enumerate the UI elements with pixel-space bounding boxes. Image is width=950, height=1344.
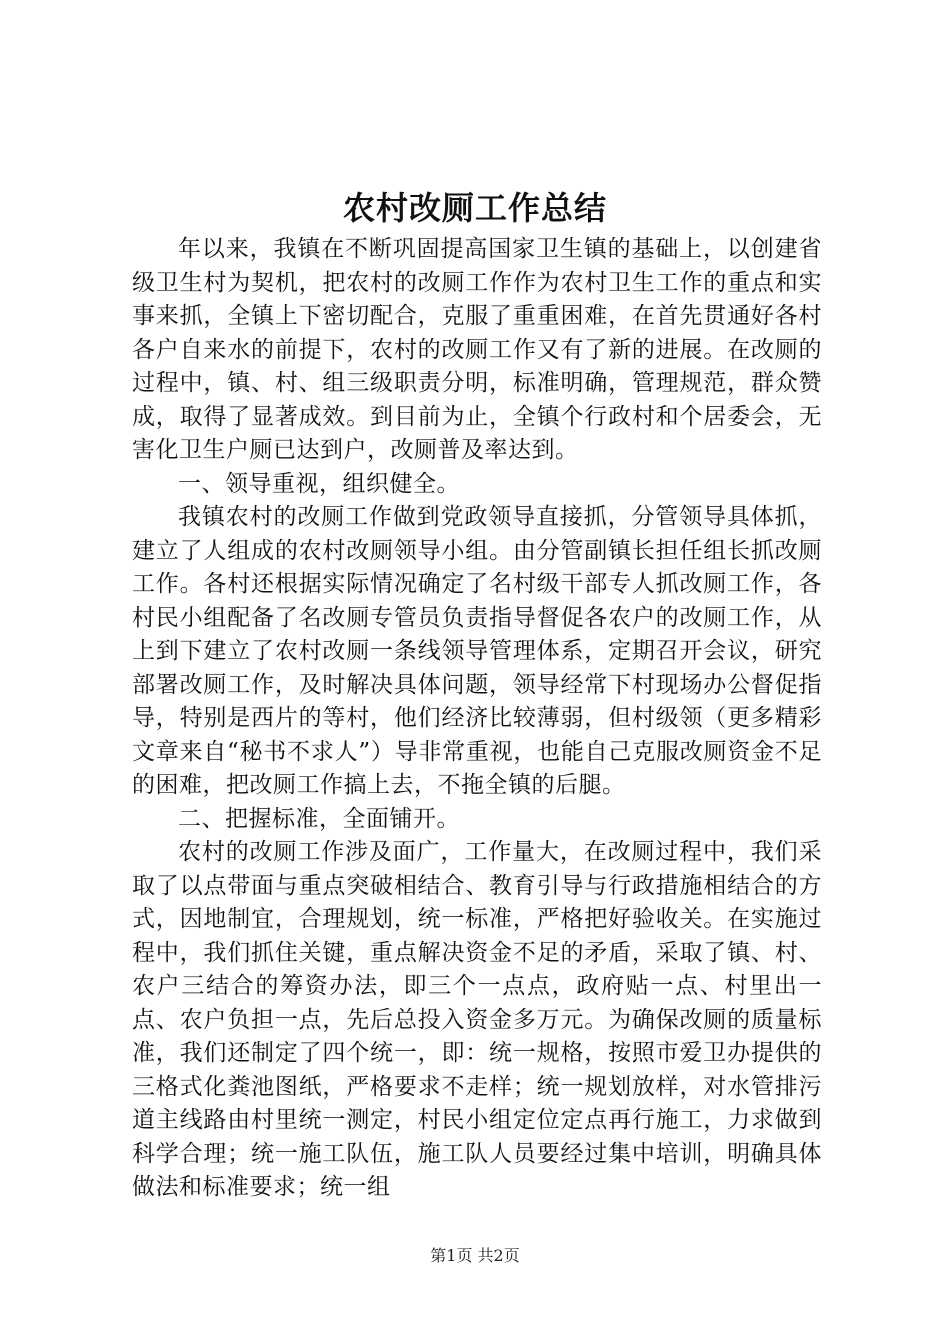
- section-heading-2: 二、把握标准，全面铺开。: [178, 805, 460, 832]
- document-title: 农村改厕工作总结: [342, 189, 607, 227]
- paragraph-section-1: 我镇农村的改厕工作做到党政领导直接抓，分管领导具体抓，建立了人组成的农村改厕领导小组。由分管副镇长担任组长抓改厕工作。各村还根据实际情况确定了名村级干部专人抓改厕工作，各村民小组配备了名改厕专管员负责指导督促各农户的改厕工作，从上到下建立了农村改厕一条线领导管理体系，定期召开会议，研究部署改厕工作，及时解决具体问题，领导经常下村现场办公督促指导，特别是西片的等村，他们经济比较薄弱，但村级领（更多精彩文章来自“秘书不求人”）导非常重视，也能自己克服改厕资金不足的困难，把改厕工作搞上去，不拖全镇的后腿。: [132, 504, 822, 798]
- paragraph-section-2: 农村的改厕工作涉及面广，工作量大，在改厕过程中，我们采取了以点带面与重点突破相结合、教育引导与行政措施相结合的方式，因地制宜，合理规划，统一标准，严格把好验收关。在实施过程中，我们抓住关键，重点解决资金不足的矛盾，采取了镇、村、农户三结合的筹资办法，即三个一点点，政府贴一点、村里出一点、农户负担一点，先后总投入资金多万元。为确保改厕的质量标准，我们还制定了四个统一，即：统一规格，按照市爱卫办提供的三格式化粪池图纸，严格要求不走样；统一规划放样，对水管排污道主线路由村里统一测定，村民小组定位定点再行施工，力求做到科学合理；统一施工队伍，施工队人员要经过集中培训，明确具体做法和标准要求；统一组: [132, 839, 822, 1200]
- section-heading-1: 一、领导重视，组织健全。: [178, 470, 460, 497]
- document-body: [132, 233, 822, 1205]
- paragraph-intro: 年以来，我镇在不断巩固提高国家卫生镇的基础上，以创建省级卫生村为契机，把农村的改厕工作作为农村卫生工作的重点和实事来抓，全镇上下密切配合，克服了重重困难，在首先贯通好各村各户自来水的前提下，农村的改厕工作又有了新的进展。在改厕的过程中，镇、村、组三级职责分明，标准明确，管理规范，群众赞成，取得了显著成效。到目前为止，全镇个行政村和个居委会，无害化卫生户厕已达到户，改厕普及率达到。: [132, 236, 822, 463]
- page-number-footer: 第1页 共2页: [430, 1246, 520, 1265]
